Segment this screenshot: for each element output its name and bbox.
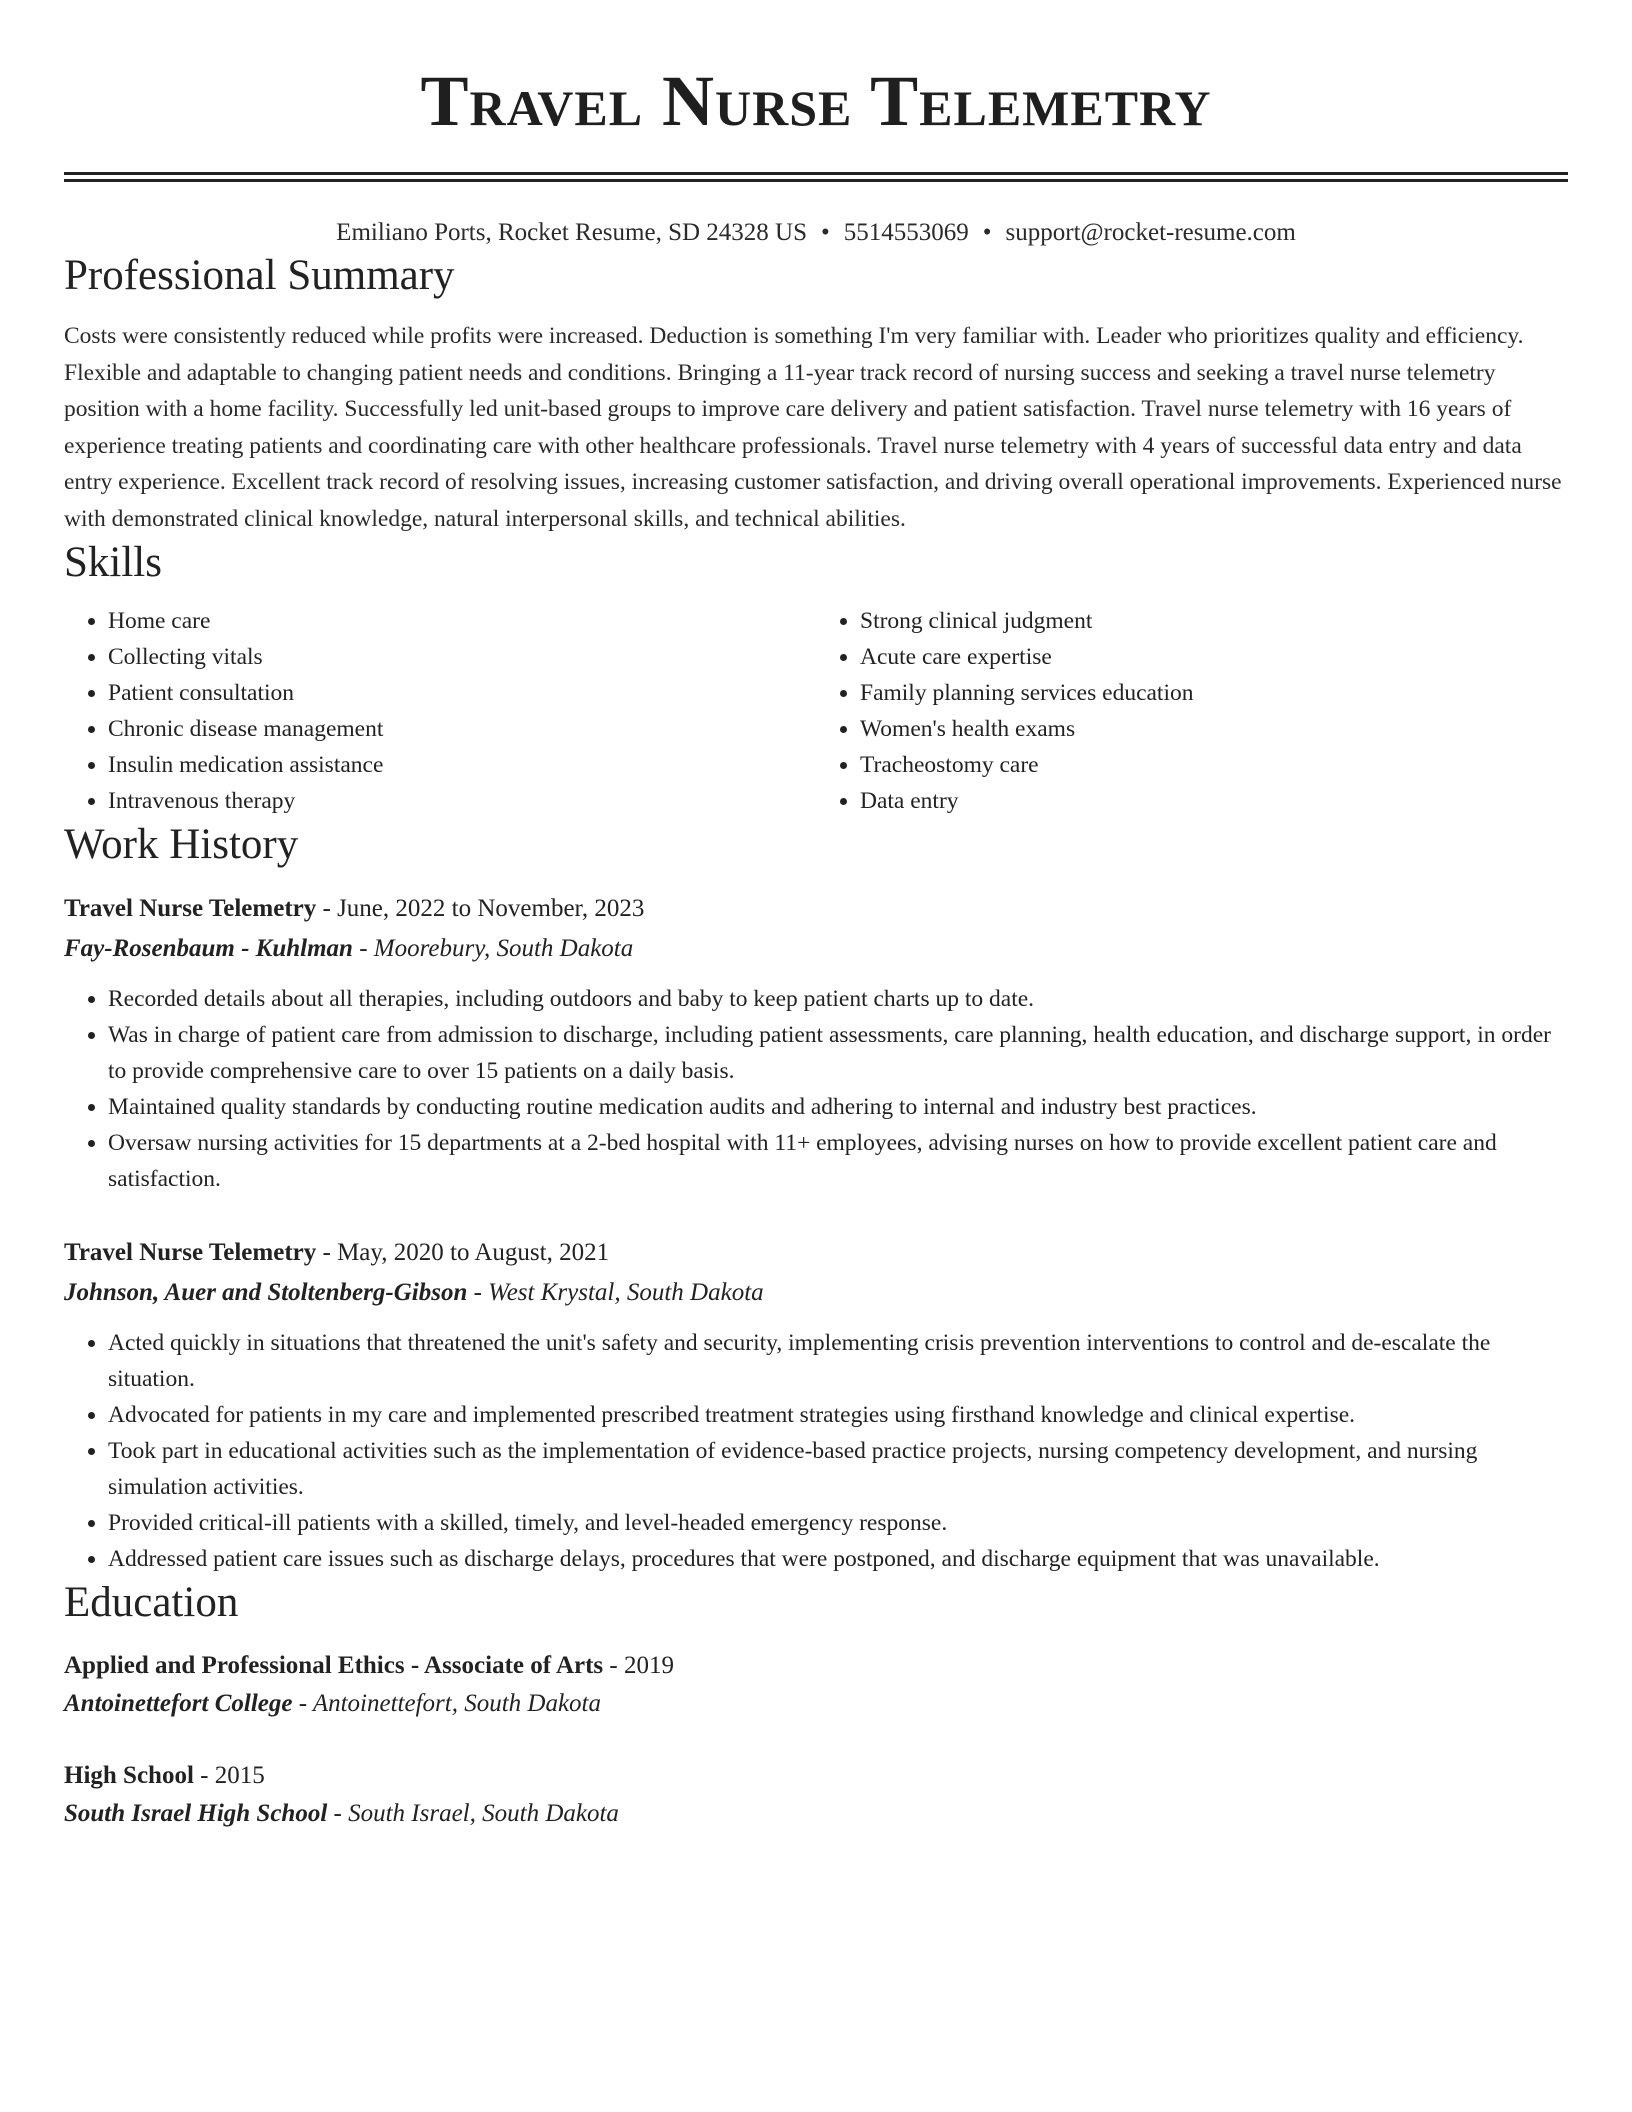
skill-item: • Data entry: [860, 783, 1568, 819]
skill-item: • Home care: [108, 603, 816, 639]
skill-item: • Intravenous therapy: [108, 783, 816, 819]
job-entry: [64, 889, 1568, 1197]
contact-email[interactable]: support@rocket-resume.com: [1005, 219, 1296, 246]
skills-column-left: [64, 603, 816, 819]
job-title-line: [64, 1233, 1568, 1273]
job-company: Johnson, Auer and Stoltenberg-Gibson: [64, 1279, 468, 1306]
job-dates: - May, 2020 to August, 2021: [316, 1239, 610, 1266]
job-location: - Moorebury, South Dakota: [352, 935, 634, 962]
education-school-line: [64, 1795, 1568, 1833]
skill-item: • Family planning services education: [860, 675, 1568, 711]
job-bullet: • Acted quickly in situations that threatened the unit's safety and security, implementing crisis prevention interventions to control and de-escalate the situation.: [108, 1325, 1568, 1397]
header-divider: [64, 172, 1568, 182]
job-bullet: • Addressed patient care issues such as discharge delays, procedures that were postponed, and discharge equipment that was unavailable.: [108, 1541, 1568, 1577]
contact-address: Emiliano Ports, Rocket Resume, SD 24328 US: [336, 219, 807, 246]
education-school: Antoinettefort College: [64, 1690, 293, 1717]
education-location: - Antoinettefort, South Dakota: [292, 1690, 602, 1717]
education-school: South Israel High School: [64, 1800, 328, 1827]
education-degree-line: [64, 1757, 1568, 1795]
contact-phone[interactable]: 5514553069: [843, 219, 969, 246]
education-year: - 2019: [603, 1652, 674, 1679]
education-year: - 2015: [193, 1762, 265, 1789]
education-degree: High School: [64, 1762, 194, 1789]
education-heading: Education: [64, 1579, 239, 1626]
job-bullet: • Advocated for patients in my care and implemented prescribed treatment strategies using firsthand knowledge and clinical expertise.: [108, 1397, 1568, 1433]
work-history-heading: Work History: [64, 821, 299, 868]
summary-heading: Professional Summary: [64, 252, 455, 299]
summary-text: Costs were consistently reduced while profits were increased. Deduction is something I'm very familiar with. Leader who prioritizes quality and efficiency. Flexible and adaptable to changing patient needs and conditions. Bringing a 11-year track record of nursing success and seeking a travel nurse telemetry position with a home facility. Successfully led unit-based groups to improve care delivery and patient satisfaction. Travel nurse telemetry with 16 years of experience treating patients and coordinating care with other healthcare professionals. Travel nurse telemetry with 4 years of successful data entry and data entry experience. Excellent track record of resolving issues, increasing customer satisfaction, and driving overall operational improvements. Experienced nurse with demonstrated clinical knowledge, natural interpersonal skills, and technical abilities.: [64, 323, 1562, 532]
education-location: - South Israel, South Dakota: [327, 1800, 619, 1827]
skill-item: • Insulin medication assistance: [108, 747, 816, 783]
education-entry: [64, 1647, 1568, 1723]
resume-name-heading: Travel Nurse Telemetry: [420, 61, 1212, 141]
skill-item: • Women's health exams: [860, 711, 1568, 747]
job-company-line: [64, 1273, 1568, 1313]
job-entry: [64, 1233, 1568, 1577]
skill-item: • Chronic disease management: [108, 711, 816, 747]
job-bullet: • Took part in educational activities such as the implementation of evidence-based practice projects, nursing competency development, and nursing simulation activities.: [108, 1433, 1568, 1505]
skills-column-right: [816, 603, 1568, 819]
job-title-line: [64, 889, 1568, 929]
job-bullet: • Provided critical-ill patients with a skilled, timely, and level-headed emergency response.: [108, 1505, 1568, 1541]
contact-separator: •: [982, 219, 992, 246]
job-location: - West Krystal, South Dakota: [467, 1279, 764, 1306]
job-bullet: • Was in charge of patient care from admission to discharge, including patient assessments, care planning, health education, and discharge support, in order to provide comprehensive care to over 15 patients on a daily basis.: [108, 1017, 1568, 1089]
skills-heading: Skills: [64, 539, 162, 586]
job-company: Fay-Rosenbaum - Kuhlman: [64, 935, 353, 962]
skill-item: • Collecting vitals: [108, 639, 816, 675]
job-bullet: • Oversaw nursing activities for 15 departments at a 2-bed hospital with 11+ employees, advising nurses on how to provide excellent patient care and satisfaction.: [108, 1125, 1568, 1197]
skill-item: • Tracheostomy care: [860, 747, 1568, 783]
education-entry: [64, 1757, 1568, 1833]
job-bullet: • Recorded details about all therapies, including outdoors and baby to keep patient charts up to date.: [108, 981, 1568, 1017]
skills-list: [64, 603, 1568, 819]
contact-line: [64, 216, 1568, 250]
job-bullets: [64, 981, 1568, 1197]
education-degree-line: [64, 1647, 1568, 1685]
job-company-line: [64, 929, 1568, 969]
skill-item: • Acute care expertise: [860, 639, 1568, 675]
contact-separator: •: [821, 219, 830, 246]
education-degree: Applied and Professional Ethics - Associate of Arts: [64, 1652, 604, 1679]
job-bullets: [64, 1325, 1568, 1577]
education-school-line: [64, 1685, 1568, 1723]
job-title: Travel Nurse Telemetry: [64, 1239, 317, 1266]
job-dates: - June, 2022 to November, 2023: [316, 895, 645, 922]
skill-item: • Strong clinical judgment: [860, 603, 1568, 639]
skill-item: • Patient consultation: [108, 675, 816, 711]
job-bullet: • Maintained quality standards by conducting routine medication audits and adhering to internal and industry best practices.: [108, 1089, 1568, 1125]
job-title: Travel Nurse Telemetry: [64, 895, 317, 922]
